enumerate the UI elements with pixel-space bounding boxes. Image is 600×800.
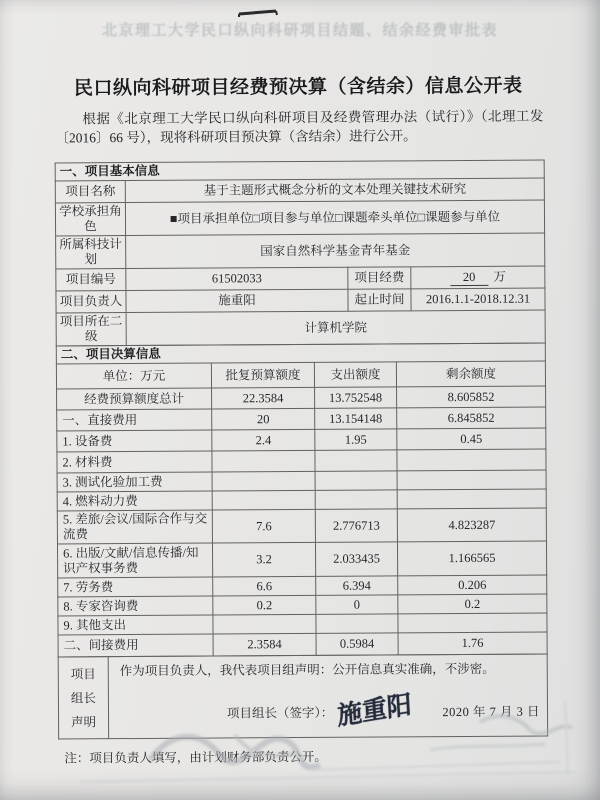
table-row: 3. 测试化验加工费 (57, 470, 546, 492)
budget-amount: 20 (450, 269, 489, 285)
table-row: 8. 专家咨询费 0.2 0 0.2 (58, 594, 547, 616)
plan-label: 所属科技计划 (56, 236, 126, 269)
sign-label: 项目组长（签字）： (226, 705, 334, 721)
form-tables (55, 160, 548, 740)
budget-unit: 万 (493, 269, 506, 284)
table-row: 1. 设备费 2.4 1.95 0.45 (57, 428, 546, 452)
period-label: 起止时间 (348, 289, 411, 311)
table-row: 7. 劳务费 6.6 6.394 0.206 (58, 575, 547, 597)
page-title: 民口纵向科研项目经费预决算（含结余）信息公开表 (73, 75, 523, 100)
table-row: 一、直接费用 20 13.154148 6.845852 (57, 407, 546, 431)
signature-row (109, 689, 547, 731)
project-name-value: 基于主题形式概念分析的文本处理关键技术研究 (125, 178, 544, 203)
table-row: 5. 差旅/会议/国际合作与交流费 7.6 2.776713 4.823287 (57, 508, 546, 544)
plan-value: 国家自然科学基金青年基金 (126, 233, 545, 269)
project-number-value: 61502033 (126, 267, 348, 290)
table-row: 6. 出版/文献/信息传播/知识产权事务费 3.2 2.033435 1.166565 (57, 541, 546, 578)
role-checkboxes: ■项目承担单位□项目参与单位□课题牵头单位□课题参与单位 (125, 200, 544, 236)
footnote: 注：项目负责人填写，由计划财务部负责公开。 (64, 749, 327, 766)
intro-paragraph: 根据《北京理工大学民口纵向科研项目及经费管理办法（试行）》（北理工发〔2016〕66 号），现将科研项目预决算（含结余）进行公开。 (55, 108, 544, 146)
section2-header: 二、项目决算信息 (56, 343, 545, 364)
project-budget-label: 项目经费 (348, 267, 411, 289)
project-name-label: 项目名称 (55, 181, 125, 203)
table-row: 二、间接费用 2.3584 0.5984 1.76 (58, 632, 547, 657)
handwritten-signature: 施重阳 (336, 691, 413, 731)
declaration-label: 项目 组长 声明 (58, 657, 108, 739)
project-number-label: 项目编号 (56, 269, 126, 291)
declaration-table (58, 653, 548, 739)
col-spent: 支出额度 (314, 362, 396, 388)
leader-label: 项目负责人 (56, 291, 126, 313)
declaration-body (108, 654, 547, 739)
period-value: 2016.1.1-2018.12.31 (411, 288, 545, 311)
col-approved: 批复预算额度 (211, 362, 314, 388)
table-row: 9. 其他支出 (58, 613, 547, 635)
bleedthrough-header: 北京理工大学民口纵向科研项目结题、结余经费审批表 (101, 23, 498, 39)
col-remaining: 剩余额度 (396, 361, 545, 387)
col-unit: 单位：万元 (56, 363, 211, 389)
sign-date: 2020 年 7 月 3 日 (442, 704, 541, 720)
project-budget-value (411, 266, 545, 289)
dept-label: 项目所在二级 (56, 313, 126, 346)
leader-value: 施重阳 (126, 289, 348, 312)
role-label: 学校承担角色 (55, 203, 125, 236)
declaration-statement: 作为项目负责人，我代表项目组声明：公开信息真实准确，不涉密。 (119, 661, 495, 679)
dept-value: 计算机学院 (126, 310, 545, 346)
budget-table (56, 342, 548, 657)
table-row: 2. 材料费 (57, 449, 546, 473)
table-row: 经费预算额度总计 22.3584 13.752548 8.605852 (57, 386, 546, 410)
budget-header-row (56, 361, 545, 389)
table-row: 4. 燃料动力费 (57, 489, 546, 511)
section1-header: 一、项目基本信息 (55, 160, 544, 181)
basic-info-table (55, 160, 546, 347)
